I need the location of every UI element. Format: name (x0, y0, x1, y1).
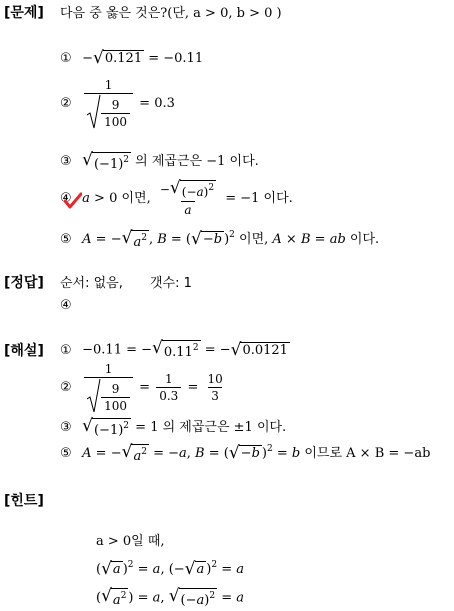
check-icon (64, 192, 82, 210)
hint-line-3: ( √ $a^2$ ) = a, √ $(-a)^2$ = a (96, 586, 245, 608)
answer-value: ④ (60, 298, 72, 313)
explanation-3-text: 의 제곱근은 ±1 이다. (162, 420, 287, 435)
choice-3: ③ √ $(-1)^2$ 의 제곱근은 −1 이다. (60, 149, 259, 172)
hint-line-2: ( √ a )$^2$ = a, (− √ a )$^2$ = a (96, 559, 245, 579)
explanation-3-mark: ③ (60, 420, 72, 435)
hint-label: [힌트] (4, 493, 44, 509)
answer-order: 순서: 없음, (60, 276, 123, 291)
explanation-1-mark: ① (60, 342, 72, 358)
hint-line-1: a > 0일 때, (96, 534, 165, 549)
choice-4: ④ a > 0 이면, − √ $(-a)^2$ a = −1 이다. (60, 178, 293, 217)
choice-2-mark: ② (60, 96, 72, 111)
explanation-3: ③ √ $(-1)^2$ = 1 의 제곱근은 ±1 이다. (60, 415, 287, 438)
choice-4-mark: ④ (60, 191, 72, 206)
choice-5-mark: ⑤ (60, 232, 72, 247)
explanation-5: ⑤ A = − √ $a^2$ = −a, B = ( √ −b )$^2$ = b 이므로 A × B = −ab (60, 441, 431, 464)
explanation-label: [해설] (4, 343, 44, 359)
explanation-1: ① −0.11 = − √ 0.11$^2$ = − √ 0.0121 (60, 338, 288, 360)
choice-5: ⑤ A = − √ $a^2$ , B = ( √ −b )$^2$ 이면, A × B = ab 이다. (60, 227, 380, 250)
explanation-5-mark: ⑤ (60, 446, 72, 461)
answer-label: [정답] (4, 275, 44, 291)
choice-1: ① − √ 0.121 = −0.11 (60, 48, 204, 68)
choice-2: ② $\frac{1}{\frac{9}{100}}$ = 0.3 (60, 78, 175, 129)
choice-1-radical: √ 0.121 (93, 48, 143, 68)
problem-label: [문제] (4, 5, 44, 21)
explanation-2: ② $\frac{1}{\frac{9}{100}}$ = $\frac{1}{0.3}$ = $\frac{10}{3}$ (60, 362, 223, 413)
choice-4-fraction: − √ $(-a)^2$ a (159, 178, 215, 217)
choice-2-fraction: $\frac{1}{\frac{9}{100}}$ (84, 78, 133, 129)
problem-question: 다음 중 옳은 것은?(단, a > 0, b > 0 ) (60, 6, 282, 21)
choice-3-mark: ③ (60, 154, 72, 169)
explanation-2-mark: ② (60, 380, 72, 395)
answer-count: 갯수: 1 (150, 276, 192, 291)
explanation-5-text: 이므로 A × B = −ab (304, 446, 431, 461)
choice-1-mark: ① (60, 51, 72, 66)
